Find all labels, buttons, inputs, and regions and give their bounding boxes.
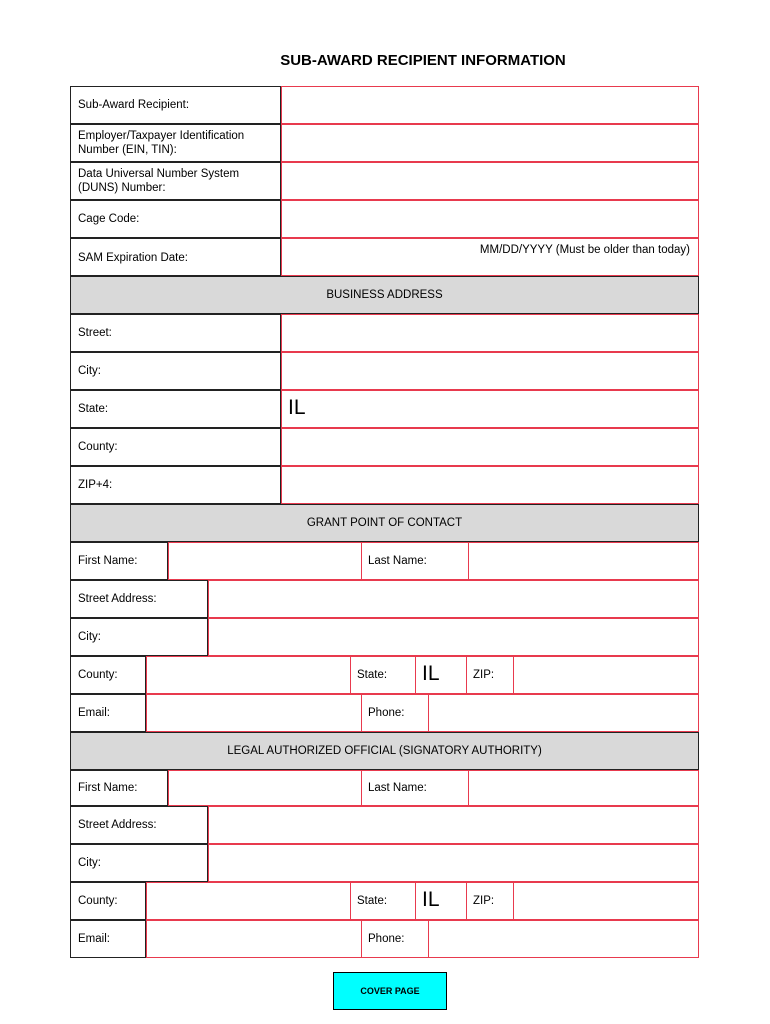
grant-first-name-field[interactable] — [168, 542, 362, 580]
sub-award-recipient-field[interactable] — [281, 86, 699, 124]
grant-state-label: State: — [351, 656, 415, 694]
sam-date-hint: MM/DD/YYYY (Must be older than today) — [479, 244, 690, 256]
legal-state-value: IL — [422, 888, 440, 911]
sub-award-recipient-label: Sub-Award Recipient: — [70, 86, 281, 124]
grant-city-field[interactable] — [208, 618, 699, 656]
grant-state-field[interactable] — [415, 656, 467, 694]
row-legal-email-phone — [70, 920, 699, 958]
row-ein — [70, 124, 699, 162]
city-label: City: — [70, 352, 281, 390]
legal-state-label: State: — [351, 882, 415, 920]
grant-street-label: Street Address: — [70, 580, 208, 618]
grant-state-value: IL — [422, 662, 440, 685]
row-grant-county-state-zip — [70, 656, 699, 694]
row-legal-county-state-zip — [70, 882, 699, 920]
sam-expiration-label: SAM Expiration Date: — [70, 238, 281, 276]
ein-label — [70, 124, 281, 162]
legal-email-field[interactable] — [146, 920, 362, 958]
row-sub-award-recipient — [70, 86, 699, 124]
legal-zip-field[interactable] — [513, 882, 699, 920]
grant-county-label: County: — [70, 656, 146, 694]
state-value: IL — [288, 396, 306, 419]
state-label: State: — [70, 390, 281, 428]
sam-expiration-field[interactable] — [281, 238, 699, 276]
legal-first-name-field[interactable] — [168, 770, 362, 806]
grant-phone-field[interactable] — [428, 694, 699, 732]
legal-last-name-field[interactable] — [468, 770, 699, 806]
street-label: Street: — [70, 314, 281, 352]
grant-email-label: Email: — [70, 694, 146, 732]
duns-label — [70, 162, 281, 200]
grant-zip-field[interactable] — [513, 656, 699, 694]
grant-email-field[interactable] — [146, 694, 362, 732]
grant-city-label: City: — [70, 618, 208, 656]
ein-label-line1: Employer/Taxpayer Identification — [78, 130, 245, 142]
row-legal-street — [70, 806, 699, 844]
row-grant-street — [70, 580, 699, 618]
row-grant-name — [70, 542, 699, 580]
row-state — [70, 390, 699, 428]
zip4-field[interactable] — [281, 466, 699, 504]
business-address-header: BUSINESS ADDRESS — [70, 276, 699, 314]
row-county — [70, 428, 699, 466]
row-city — [70, 352, 699, 390]
duns-field[interactable] — [281, 162, 699, 200]
legal-street-label: Street Address: — [70, 806, 208, 844]
row-sam-expiration — [70, 238, 699, 276]
row-street — [70, 314, 699, 352]
zip4-label: ZIP+4: — [70, 466, 281, 504]
legal-city-field[interactable] — [208, 844, 699, 882]
legal-phone-label: Phone: — [362, 920, 428, 958]
legal-first-name-label: First Name: — [70, 770, 168, 806]
state-field[interactable] — [281, 390, 699, 428]
grant-last-name-field[interactable] — [468, 542, 699, 580]
row-grant-city — [70, 618, 699, 656]
grant-first-name-label: First Name: — [70, 542, 168, 580]
legal-state-field[interactable] — [415, 882, 467, 920]
grant-contact-header: GRANT POINT OF CONTACT — [70, 504, 699, 542]
row-legal-name — [70, 770, 699, 806]
county-field[interactable] — [281, 428, 699, 466]
row-zip4 — [70, 466, 699, 504]
legal-city-label: City: — [70, 844, 208, 882]
legal-zip-label: ZIP: — [467, 882, 513, 920]
cage-code-label: Cage Code: — [70, 200, 281, 238]
grant-county-field[interactable] — [146, 656, 351, 694]
legal-county-label: County: — [70, 882, 146, 920]
row-duns — [70, 162, 699, 200]
grant-last-name-label: Last Name: — [362, 542, 468, 580]
ein-field[interactable] — [281, 124, 699, 162]
legal-phone-field[interactable] — [428, 920, 699, 958]
row-grant-email-phone — [70, 694, 699, 732]
city-field[interactable] — [281, 352, 699, 390]
cage-code-field[interactable] — [281, 200, 699, 238]
page-title: SUB-AWARD RECIPIENT INFORMATION — [280, 52, 566, 69]
legal-last-name-label: Last Name: — [362, 770, 468, 806]
ein-label-line2: Number (EIN, TIN): — [78, 144, 177, 156]
legal-official-header: LEGAL AUTHORIZED OFFICIAL (SIGNATORY AUTHORITY) — [70, 732, 699, 770]
row-legal-city — [70, 844, 699, 882]
duns-label-line1: Data Universal Number System — [78, 168, 240, 180]
legal-county-field[interactable] — [146, 882, 351, 920]
county-label: County: — [70, 428, 281, 466]
legal-email-label: Email: — [70, 920, 146, 958]
duns-label-line2: (DUNS) Number: — [78, 182, 166, 194]
grant-phone-label: Phone: — [362, 694, 428, 732]
legal-street-field[interactable] — [208, 806, 699, 844]
cover-page-button[interactable]: COVER PAGE — [333, 972, 447, 1010]
grant-street-field[interactable] — [208, 580, 699, 618]
street-field[interactable] — [281, 314, 699, 352]
grant-zip-label: ZIP: — [467, 656, 513, 694]
row-cage-code — [70, 200, 699, 238]
